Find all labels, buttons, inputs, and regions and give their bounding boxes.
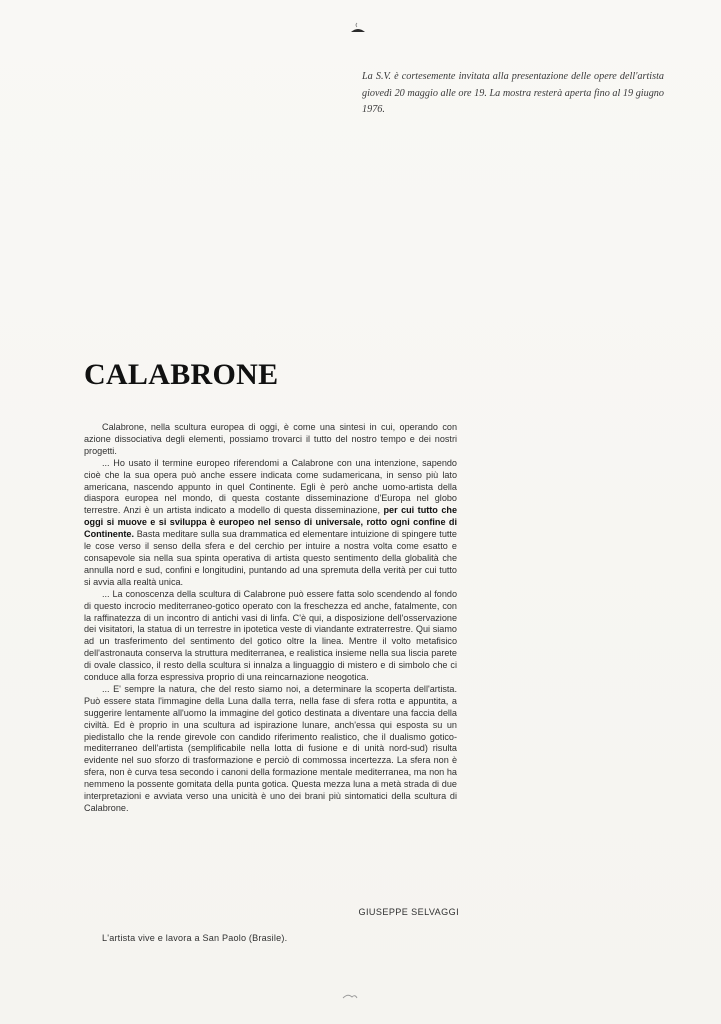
artist-footnote: L'artista vive e lavora a San Paolo (Brasile). <box>102 933 288 943</box>
paragraph-text: ... La conoscenza della scultura di Calabrone può essere fatta solo scendendo al fondo di questo incrocio mediterraneo-gotico operato con la freschezza ed anche, fatalmente, con la raffinatezza di un incontro di antichi vasi di linfa. C'è qui, a disposizione dell'osservazione dei visitatori, la statua di un terrestre in ipotetica veste di viandante extraterrestre. Qui siamo ad un trasferimento del sentimento del gotico oltre la linea. Mentre il volto metafisico dell'astronauta conserva la struttura mediterranea, e realistica insieme nella sua liscia parete di ovale classico, il resto della scultura si innalza a linguaggio di mistero e di simbolo che ci conduce alla forza espressiva proprio di una reincarnazione neogotica. <box>84 588 457 683</box>
paragraph-bold-text: per cui tutto che oggi si muove e si sviluppa è europeo nel senso di universale, rotto ogni confine di Continente. <box>84 505 457 540</box>
essay-paragraph-4 <box>84 684 457 815</box>
essay-paragraph-1 <box>84 422 457 458</box>
invitation-text <box>362 69 664 119</box>
paragraph-text: ... Ho usato il termine europeo riferendomi a Calabrone con una intenzione, sapendo cioè che la sua opera può anche essere indicata come sudamericana, in senso più lato americana, nascendo appunto in quel Continente. Egli è però anche uomo-artista della diaspora europea nel mondo, di questa costante disseminazione d'Europa nel globo terrestre. Anzi è un artista indicato a modello di questa disseminazione, <box>84 457 457 516</box>
paragraph-text: Calabrone, nella scultura europea di oggi, è come una sintesi in cui, operando con azione dissociativa degli elementi, possiamo trovarci il tutto del nostro tempo e dei nostri progetti. <box>84 422 457 456</box>
essay-paragraph-3 <box>84 589 457 684</box>
essay-body <box>84 422 457 815</box>
author-signature: GIUSEPPE SELVAGGI <box>358 907 459 917</box>
printer-mark-icon <box>349 22 367 34</box>
artist-title: CALABRONE <box>84 358 279 391</box>
paragraph-text-continued: Basta meditare sulla sua drammatica ed elementare intuizione di spingere tutte le cose verso il senso della sfera e del cerchio per intuire a nostra volta come esatto e consapevole sia nella sua spinta operativa di artista questo sentimento della globalità che annulla nord e sud, confini e longitudini, puntando ad una spremuta della verità per cui tutto si avvia alla realtà unica. <box>84 529 457 587</box>
essay-paragraph-2 <box>84 458 457 589</box>
invitation-paragraph: La S.V. è cortesemente invitata alla presentazione delle opere dell'artista giovedì 20 maggio alle ore 19. La mostra resterà aperta fino al 19 giugno 1976. <box>362 71 664 115</box>
paragraph-text: ... E' sempre la natura, che del resto siamo noi, a determinare la scoperta dell'artista. Può essere stata l'immagine della Luna dalla terra, nella fase di sfera rotta e appuntita, a suggerire lentamente all'uomo la immagine del gotico destinata a diventare una faccia della civiltà. Ed è proprio in una scultura ad ispirazione lunare, anch'essa qui esposta su un piedistallo che la rende girevole con candido riferimento realistico, che il dualismo gotico-mediterraneo dell'artista (semplificabile nella lotta di fusione e di unità nord-sud) risulta evidente nel suo sforzo di trasformazione e perciò di commossa incertezza. La sfera non è sfera, non è curva tesa secondo i canoni della formazione mentale mediterranea, ma non ha nemmeno la possente gomitata della punta gotica. Questa mezza luna a metà strada di due interpretazioni e avviata verso una unicità è uno dei brani più sintomatici della scultura di Calabrone. <box>84 683 457 813</box>
bottom-mark-icon <box>340 992 360 1000</box>
